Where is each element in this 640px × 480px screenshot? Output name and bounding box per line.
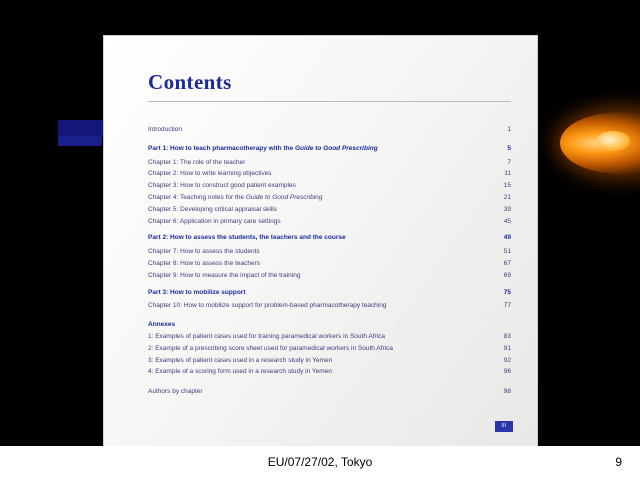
toc-entry-label: 3: Examples of patient cases used in a research study in Yemen (148, 356, 333, 364)
toc-entry-page: 7 (507, 158, 511, 166)
toc-entry-page: 51 (503, 248, 511, 256)
page-title: Contents (148, 70, 232, 94)
toc-entry-page: 45 (503, 217, 511, 225)
toc-row (148, 124, 511, 138)
toc-entry-label: Chapter 5: Developing critical appraisal skills (148, 205, 277, 213)
toc-entry-page: 91 (503, 344, 511, 352)
toc-entry-label-italic: Guide to Good Prescribing (245, 194, 323, 202)
toc-entry-label: 2: Example of a prescribing score sheet used for paramedical workers in South Africa (148, 344, 393, 352)
toc-entry-page: 49 (503, 234, 511, 242)
toc-entry-label: Chapter 3: How to construct good patient examples (148, 182, 296, 190)
toc-entry-page: 11 (504, 170, 511, 178)
toc-entry-label: Chapter 2: How to write learning objectives (148, 170, 272, 178)
toc-entry-page: 69 (503, 271, 511, 279)
toc-entry-label: Chapter 10: How to mobilize support for problem-based pharmacotherapy teaching (148, 302, 387, 310)
toc-row (148, 300, 511, 312)
toc-entry-page: 77 (503, 302, 511, 310)
toc-row (148, 312, 511, 331)
toc-row (148, 192, 511, 204)
toc-row (148, 180, 511, 192)
toc-entry-page: 21 (503, 194, 511, 202)
toc-row (148, 378, 511, 398)
toc-entry-label: Chapter 8: How to assess the teachers (148, 260, 261, 268)
toc-entry-label: Chapter 7: How to assess the students (148, 248, 260, 256)
toc-entry-label: Part 3: How to mobilize support (148, 288, 246, 296)
page-number-badge: III (495, 421, 513, 432)
toc-entry-label: 4: Example of a scoring form used in a research study in Yemen (148, 368, 332, 376)
toc-entry-page: 1 (507, 126, 511, 134)
toc-entry-label: Authors by chapter (148, 388, 203, 396)
footer-slide-number: 9 (615, 455, 622, 469)
toc-row (148, 343, 511, 355)
toc-row (148, 216, 511, 228)
toc-row (148, 138, 511, 157)
title-divider (148, 101, 511, 102)
decorative-blue-block-2 (58, 136, 102, 146)
toc-entry-label: Chapter 9: How to measure the impact of the training (148, 271, 301, 279)
toc-row (148, 246, 511, 258)
toc-entry-page (485, 312, 511, 331)
page-content (148, 70, 511, 426)
toc-row (148, 366, 511, 378)
toc-row (148, 282, 511, 301)
toc-row (148, 355, 511, 367)
toc-entry-page: 15 (503, 182, 511, 190)
toc-entry-label: Introduction (148, 126, 182, 134)
toc-entry-page: 98 (503, 388, 511, 396)
toc-row (148, 258, 511, 270)
toc-entry-label: Annexes (148, 321, 176, 329)
toc-entry-label: Chapter 1: The role of the teacher (148, 158, 246, 166)
toc-entry-page: 39 (503, 205, 511, 213)
toc-entry-page: 75 (503, 288, 511, 296)
table-of-contents (148, 124, 511, 398)
toc-entry-label: Chapter 4: Teaching notes for the Guide to Good Prescribing (148, 194, 323, 202)
toc-entry-label: 1: Examples of patient cases used for training paramedical workers in South Africa (148, 332, 386, 340)
toc-entry-page: 5 (507, 144, 511, 152)
toc-entry-page: 83 (503, 332, 511, 340)
decorative-orange-core (596, 131, 630, 151)
toc-row (148, 270, 511, 282)
toc-row (148, 204, 511, 216)
footer-caption: EU/07/27/02, Tokyo (267, 455, 373, 469)
toc-row (148, 331, 511, 343)
toc-entry-label: Part 2: How to assess the students, the teachers and the course (148, 234, 346, 242)
toc-row (148, 156, 511, 168)
toc-row (148, 168, 511, 180)
toc-entry-label-italic: Guide to Good Prescribing (295, 144, 378, 152)
toc-entry-label: Chapter 6: Application in primary care settings (148, 217, 281, 225)
slide-footer (0, 446, 640, 480)
toc-row (148, 227, 511, 246)
toc-entry-page: 96 (503, 368, 511, 376)
toc-entry-label: Part 1: How to teach pharmacotherapy with the Guide to Good Prescribing (148, 144, 378, 152)
toc-entry-page: 67 (503, 260, 511, 268)
toc-entry-page: 92 (503, 356, 511, 364)
slide-page (104, 36, 537, 446)
